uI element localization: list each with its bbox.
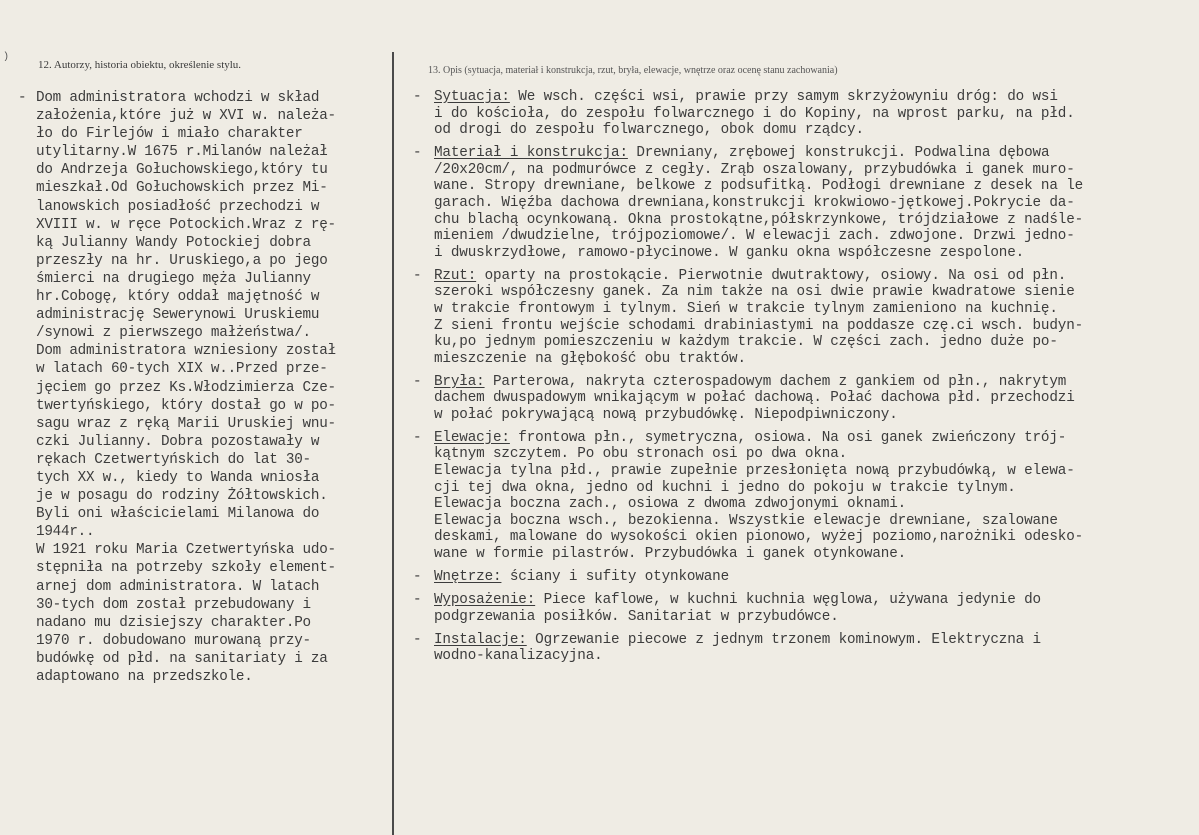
history-line-text: lanowskich posiadłość przechodzi w	[36, 198, 320, 215]
section-line	[413, 609, 1197, 626]
description-section	[413, 569, 1197, 586]
section-line	[413, 390, 1197, 407]
section-line	[413, 162, 1197, 179]
section-line-text: cji tej dwa okna, jedno od kuchni i jedno do pokoju w trakcie tylnym.	[434, 479, 1016, 496]
column-divider	[392, 52, 394, 835]
bullet-dash: -	[413, 89, 422, 105]
section-line-text: wane w formie pilastrów. Przybudówka i ganek otynkowane.	[434, 546, 907, 562]
history-line-text: czki Julianny. Dobra pozostawały w	[36, 433, 320, 450]
description-section	[413, 145, 1197, 261]
history-line-text: w latach 60-tych XIX w..Przed prze-	[36, 361, 328, 378]
bullet-dash: -	[413, 568, 422, 585]
section-line-text: od drogi do zespołu folwarcznego, obok domu rządcy.	[434, 122, 864, 139]
section-heading: Bryła:	[434, 373, 485, 390]
section-line-text: Elewacja tylna płd., prawie zupełnie przesłonięta nową przybudówką, w elewa-	[434, 463, 1075, 480]
section-heading: Sytuacja:	[434, 89, 510, 105]
history-line	[18, 342, 386, 360]
section-line	[413, 513, 1197, 530]
history-line	[18, 668, 386, 686]
history-line	[18, 397, 386, 415]
section-line-text: podgrzewania posiłków. Sanitariat w przybudówce.	[434, 608, 839, 625]
section-heading: Wnętrze:	[434, 568, 502, 585]
section-line-text: szeroki współczesny ganek. Za nim także na osi dwie prawie kwadratowe sienie	[434, 284, 1075, 301]
section-first-line	[413, 268, 1197, 285]
section-first-line	[413, 145, 1197, 162]
history-line	[18, 523, 386, 541]
history-line-text: twertyńskiego, który dostał go w po-	[36, 397, 336, 414]
history-line	[18, 234, 386, 252]
history-line	[18, 216, 386, 234]
right-column-header: 13. Opis (sytuacja, materiał i konstrukcja, rzut, bryła, elewacje, wnętrze oraz ocenę stanu zachowania)	[428, 65, 838, 76]
section-line	[413, 463, 1197, 480]
section-line-text: w trakcie frontowym i tylnym. Sień w trakcie tylnym zamieniono na kuchnię.	[434, 300, 1058, 317]
history-line-text: 30-tych dom został przebudowany i	[36, 596, 311, 613]
history-line-text: jęciem go przez Ks.Włodzimierza Cze-	[36, 379, 336, 396]
history-line	[18, 578, 386, 596]
section-line	[413, 301, 1197, 318]
history-line	[18, 360, 386, 378]
history-line	[18, 143, 386, 161]
section-line-text: mieszczenie na głębokość obu traktów.	[434, 350, 746, 367]
section-line-text: i do kościoła, do zespołu folwarcznego i do Kopiny, na wprost parku, na płd.	[434, 105, 1075, 122]
history-line	[18, 252, 386, 270]
section-text: frontowa płn., symetryczna, osiowa. Na osi ganek zwieńczony trój-	[509, 429, 1067, 446]
history-line-text: adaptowano na przedszkole.	[36, 669, 253, 685]
section-line	[413, 496, 1197, 513]
history-line	[18, 306, 386, 324]
history-line-text: Dom administratora wzniesiony został	[36, 343, 336, 360]
history-line-text: założenia,które już w XVI w. należa-	[36, 108, 336, 125]
history-line-text: arnej dom administratora. W latach	[36, 578, 320, 595]
history-line-text: Dom administratora wchodzi w skład	[36, 90, 320, 106]
history-line-text: 1944r..	[36, 524, 95, 541]
section-line	[413, 529, 1197, 546]
history-line-text: sagu wraz z ręką Marii Uruskiej wnu-	[36, 415, 336, 432]
edge-mark: )	[3, 52, 10, 63]
bullet-dash: -	[413, 591, 422, 608]
history-line	[18, 650, 386, 668]
history-line	[18, 324, 386, 342]
section-line	[413, 407, 1197, 424]
section-line-text: dachem dwuspadowym wnikającym w połać dachową. Połać dachowa płd. przechodzi	[434, 390, 1075, 407]
section-line	[413, 228, 1197, 245]
section-line-text: Elewacja boczna zach., osiowa z dwoma zdwojonymi oknami.	[434, 496, 907, 513]
section-heading: Materiał i konstrukcja:	[434, 145, 628, 162]
history-line	[18, 288, 386, 306]
history-line-text: nadano mu dzisiejszy charakter.Po	[36, 614, 311, 631]
history-line-text: rękach Czetwertyńskich do lat 30-	[36, 451, 311, 468]
section-first-line	[413, 89, 1197, 106]
history-line	[18, 487, 386, 505]
bullet-dash: -	[18, 90, 27, 106]
history-line-text: budówkę od płd. na sanitariaty i za	[36, 650, 328, 667]
section-line-text: kątnym szczytem. Po obu stronach osi po dwa okna.	[434, 446, 848, 463]
history-line-text: je w posagu do rodziny Żółtowskich.	[36, 488, 328, 505]
history-line-text: do Andrzeja Gołuchowskiego,który tu	[36, 162, 328, 179]
history-line-text: W 1921 roku Maria Czetwertyńska udo-	[36, 542, 336, 559]
history-line	[18, 198, 386, 216]
section-line	[413, 318, 1197, 335]
section-text: Drewniany, zrębowej konstrukcji. Podwalina dębowa	[627, 145, 1050, 162]
history-line	[18, 125, 386, 143]
history-line-text: administrację Sewerynowi Uruskiemu	[36, 307, 320, 324]
section-text: oparty na prostokącie. Pierwotnie dwutraktowy, osiowy. Na osi od płn.	[476, 267, 1067, 284]
bullet-dash: -	[413, 429, 422, 446]
section-line	[413, 446, 1197, 463]
section-line	[413, 284, 1197, 301]
section-heading: Rzut:	[434, 267, 477, 284]
history-line-text: /synowi z pierwszego małżeństwa/.	[36, 325, 311, 342]
history-line-text: Byli oni właścicielami Milanowa do	[36, 506, 320, 523]
section-line-text: mieniem /dwudzielne, trójpoziomowe/. W elewacji zach. zdwojone. Drzwi jedno-	[434, 228, 1075, 245]
section-line	[413, 195, 1197, 212]
section-line-text: Z sieni frontu wejście schodami drabiniastymi na poddasze czę.ci wsch. budyn-	[434, 317, 1084, 334]
history-line	[18, 541, 386, 559]
bullet-dash: -	[413, 267, 422, 284]
section-heading: Instalacje:	[434, 631, 527, 648]
history-line	[18, 107, 386, 125]
section-line	[413, 106, 1197, 123]
section-line	[413, 212, 1197, 229]
description-text	[413, 89, 1197, 671]
section-line-text: wane. Stropy drewniane, belkowe z podsufitką. Podłogi drewniane z desek na le	[434, 178, 1084, 195]
section-line	[413, 334, 1197, 351]
section-line	[413, 546, 1197, 563]
section-first-line	[413, 592, 1197, 609]
section-line-text: wodno-kanalizacyjna.	[434, 648, 603, 665]
section-line-text: /20x20cm/, na podmurówce z cegły. Zrąb oszalowany, przybudówka i ganek muro-	[434, 161, 1075, 178]
section-line-text: deskami, malowane do wysokości okien pionowo, wyżej poziomo,narożniki odesko-	[434, 529, 1084, 546]
section-heading: Elewacje:	[434, 429, 510, 446]
section-line	[413, 245, 1197, 262]
history-line	[18, 632, 386, 650]
history-line	[18, 415, 386, 433]
history-line	[18, 179, 386, 197]
section-heading: Wyposażenie:	[434, 591, 536, 608]
history-line	[18, 161, 386, 179]
section-text: We wsch. części wsi, prawie przy samym skrzyżowyniu dróg: do wsi	[509, 89, 1058, 105]
section-first-line	[413, 430, 1197, 447]
description-section	[413, 632, 1197, 665]
section-line	[413, 648, 1197, 665]
history-line	[18, 559, 386, 577]
history-line-text: tych XX w., kiedy to Wanda wniosła	[36, 469, 320, 486]
history-line-text: 1970 r. dobudowano murowaną przy-	[36, 632, 311, 649]
history-line-text: utylitarny.W 1675 r.Milanów należał	[36, 144, 328, 161]
bullet-dash: -	[413, 631, 422, 648]
history-line-text: ką Julianny Wandy Potockiej dobra	[36, 234, 311, 251]
section-text: ściany i sufity otynkowane	[501, 568, 730, 585]
history-line-text: XVIII w. w ręce Potockich.Wraz z rę-	[36, 216, 336, 233]
section-first-line	[413, 632, 1197, 649]
description-section	[413, 268, 1197, 368]
description-section	[413, 89, 1197, 139]
description-section	[413, 374, 1197, 424]
bullet-dash: -	[413, 373, 422, 390]
section-line-text: i dwuskrzydłowe, ramowo-płycinowe. W ganku okna współczesne zespolone.	[434, 244, 1025, 261]
history-line	[18, 505, 386, 523]
section-text: Ogrzewanie piecowe z jednym trzonem kominowym. Elektryczna i	[526, 631, 1041, 648]
history-line	[18, 270, 386, 288]
section-first-line	[413, 374, 1197, 391]
history-line-text: hr.Cobogę, który oddał majętność w	[36, 289, 320, 306]
history-line	[18, 596, 386, 614]
section-line-text: chu blachą ocynkowaną. Okna prostokątne,półskrzynkowe, trójdziałowe z nadśle-	[434, 211, 1084, 228]
section-first-line	[413, 569, 1197, 586]
section-line	[413, 480, 1197, 497]
history-line-text: mieszkał.Od Gołuchowskich przez Mi-	[36, 180, 328, 197]
history-line	[18, 469, 386, 487]
section-line	[413, 351, 1197, 368]
history-text	[18, 89, 386, 686]
section-line	[413, 178, 1197, 195]
history-line	[18, 451, 386, 469]
history-line-text: stępniła na potrzeby szkoły element-	[36, 560, 336, 577]
section-text: Piece kaflowe, w kuchni kuchnia węglowa, używana jedynie do	[535, 591, 1041, 608]
bullet-dash: -	[413, 145, 422, 162]
description-section	[413, 592, 1197, 625]
section-line-text: ku,po jednym pomieszczeniu w każdym trakcie. W części zach. jedno duże po-	[434, 334, 1058, 351]
history-line	[18, 379, 386, 397]
history-line-text: ło do Firlejów i miało charakter	[36, 126, 303, 143]
section-line-text: w połać pokrywającą nową przybudówkę. Niepodpiwniczony.	[434, 406, 898, 423]
history-line	[18, 614, 386, 632]
section-line-text: Elewacja boczna wsch., bezokienna. Wszystkie elewacje drewniane, szalowane	[434, 512, 1058, 529]
history-line	[18, 433, 386, 451]
section-text: Parterowa, nakryta czterospadowym dachem z gankiem od płn., nakrytym	[484, 373, 1067, 390]
section-line-text: garach. Więźba dachowa drewniana,konstrukcji krokwiowo-jętkowej.Pokrycie da-	[434, 194, 1075, 211]
history-line-text: śmierci na drugiego męża Julianny	[36, 270, 311, 287]
section-line	[413, 122, 1197, 139]
history-line	[18, 89, 386, 107]
left-column-header: 12. Autorzy, historia obiektu, określenie stylu.	[38, 59, 242, 71]
description-section	[413, 430, 1197, 563]
history-line-text: przeszły na hr. Uruskiego,a po jego	[36, 252, 328, 269]
